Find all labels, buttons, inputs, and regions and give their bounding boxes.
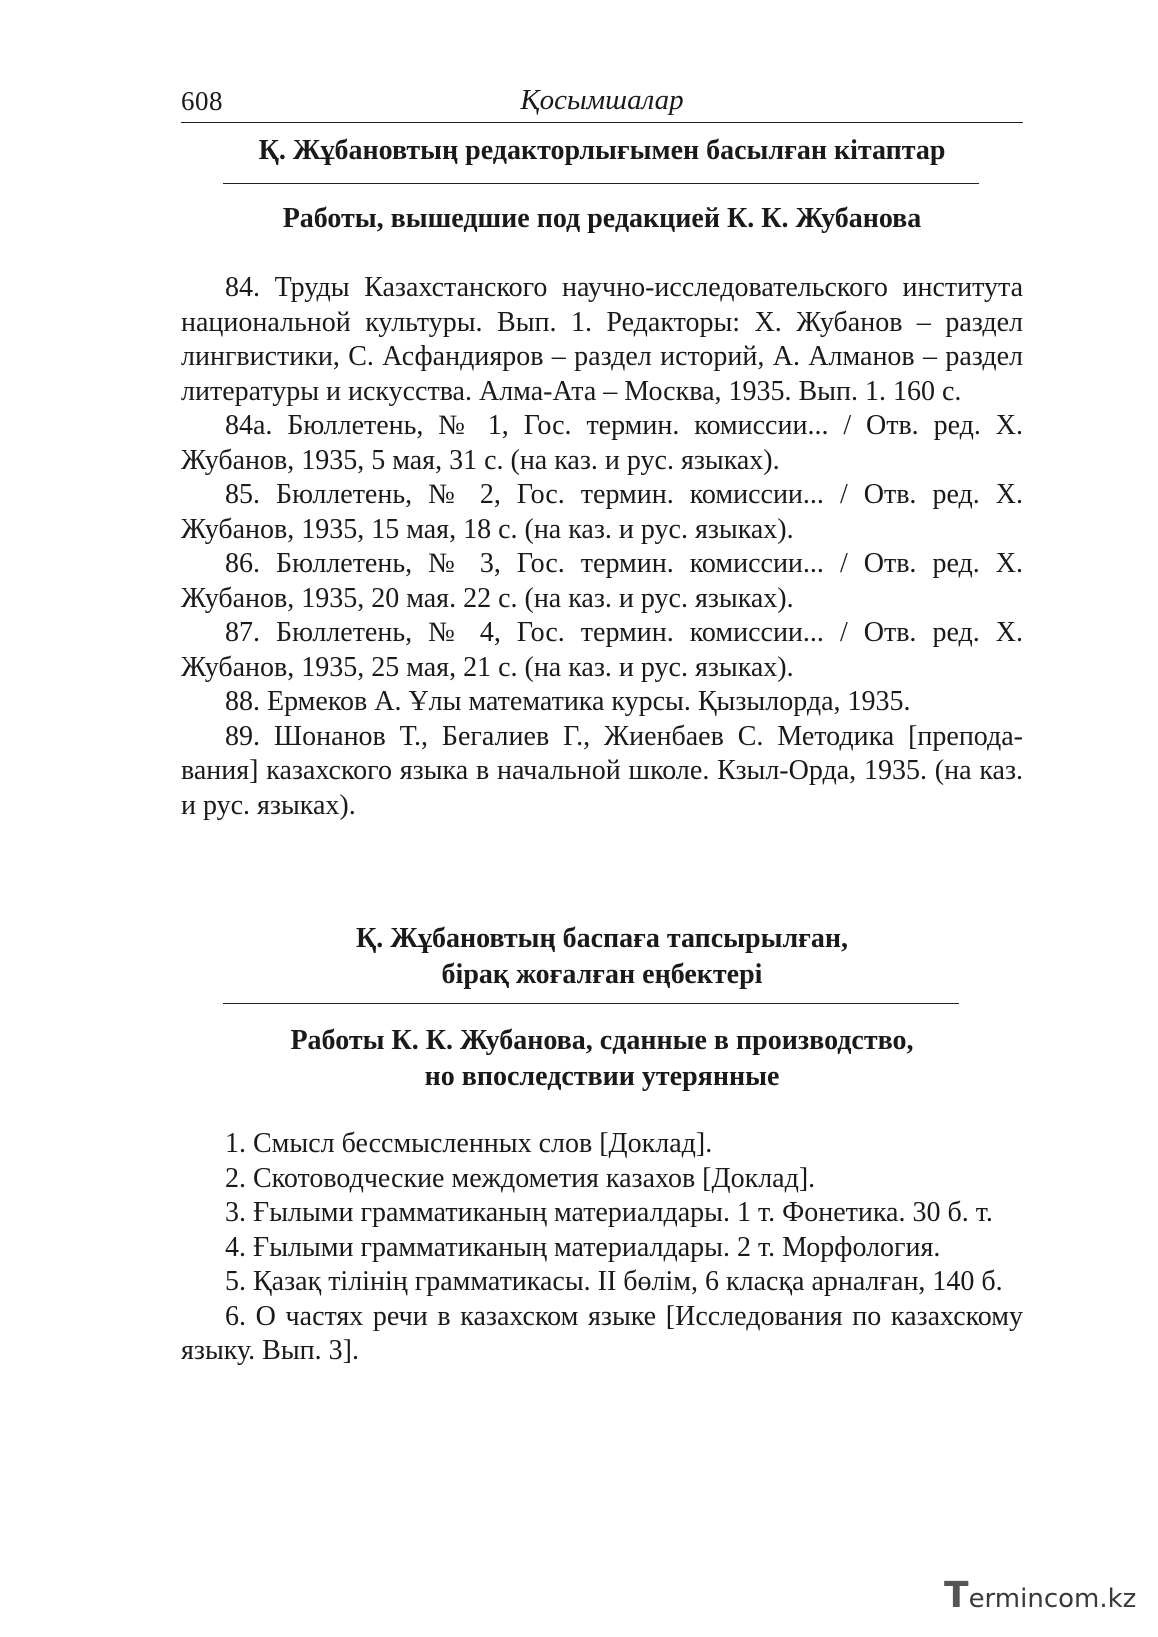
list-item: 3. Ғылыми грамматиканың материалдары. 1 т. Фонетика. 30 б. т. — [225, 1197, 993, 1228]
section2-divider — [223, 1003, 959, 1004]
list-item: 88. Ермеков А. Ұлы математика курсы. Қызылорда, 1935. — [225, 686, 911, 717]
section1-divider — [223, 183, 979, 184]
termincom-watermark-logo — [944, 1575, 1137, 1619]
list-item: 2. Скотоводческие междометия казахов [Доклад]. — [225, 1162, 816, 1194]
section1-entries — [181, 271, 1023, 823]
list-item: 1. Смысл бессмысленных слов [Доклад]. — [225, 1128, 713, 1159]
page-number: 608 — [181, 86, 223, 116]
section2-title-ru-line2: но впоследствии утерянные — [424, 1061, 780, 1092]
list-item: 89. Шонанов Т., Бегалиев Г., Жиенбаев С. Методика [преподавания] казахского языка в начальной школе. Кзыл-Орда, 1935. (на каз. и рус. языках). — [181, 720, 1023, 821]
section1-title-ru: Работы, вышедшие под редакцией К. К. Жубанова — [282, 203, 922, 234]
list-item: 86. Бюллетень, № 3, Гос. термин. комиссии... / Отв. ред. Х. Жубанов, 1935, 20 мая. 22 с. (на каз. и рус. языках). — [181, 548, 1023, 614]
section2-title-ru-line1: Работы К. К. Жубанова, сданные в производство, — [290, 1025, 914, 1056]
section2-entries — [181, 1127, 1023, 1369]
watermark-text: ermincom.kz — [968, 1584, 1137, 1614]
list-item: 85. Бюллетень, № 2, Гос. термин. комиссии... / Отв. ред. Х. Жубанов, 1935, 15 мая, 18 с. (на каз. и рус. языках). — [181, 479, 1023, 545]
section2-title-kz-line2: бірақ жоғалған еңбектері — [441, 959, 763, 990]
list-item: 84а. Бюллетень, № 1, Гос. термин. комиссии... / Отв. ред. Х. Жубанов, 1935, 5 мая, 31 с. (на каз. и рус. языках). — [181, 410, 1023, 476]
section1-title-kz: Қ. Жұбановтың редакторлығымен басылған кітаптар — [258, 135, 946, 166]
running-header — [181, 82, 1023, 123]
list-item: 6. О частях речи в казахском языке [Исследования по казахскому языку. Вып. 3]. — [181, 1300, 1023, 1366]
list-item: 4. Ғылыми грамматиканың материалдары. 2 т. Морфология. — [225, 1231, 941, 1263]
document-page — [181, 0, 1023, 1637]
list-item: 84. Труды Казахстанского научно-исследовательского института национальной культуры. Вып. 1. Редакторы: Х. Жубанов – раздел лингвистики, С. Асфандияров – раздел историй, А. Алманов – раздел литературы и искусства. Алма-Ата – Москва, 1935. Вып. 1. 160 с. — [181, 272, 1023, 407]
list-item: 87. Бюллетень, № 4, Гос. термин. комиссии... / Отв. ред. Х. Жубанов, 1935, 25 мая, 21 с. (на каз. и рус. языках). — [181, 617, 1023, 683]
section2-title-kz-line1: Қ. Жұбановтың баспаға тапсырылған, — [355, 923, 848, 954]
running-title: Қосымшалар — [520, 84, 684, 116]
watermark-letter: T — [944, 1575, 969, 1616]
list-item: 5. Қазақ тілінің грамматикасы. ІІ бөлім, 6 класқа арналған, 140 б. — [225, 1266, 1003, 1297]
